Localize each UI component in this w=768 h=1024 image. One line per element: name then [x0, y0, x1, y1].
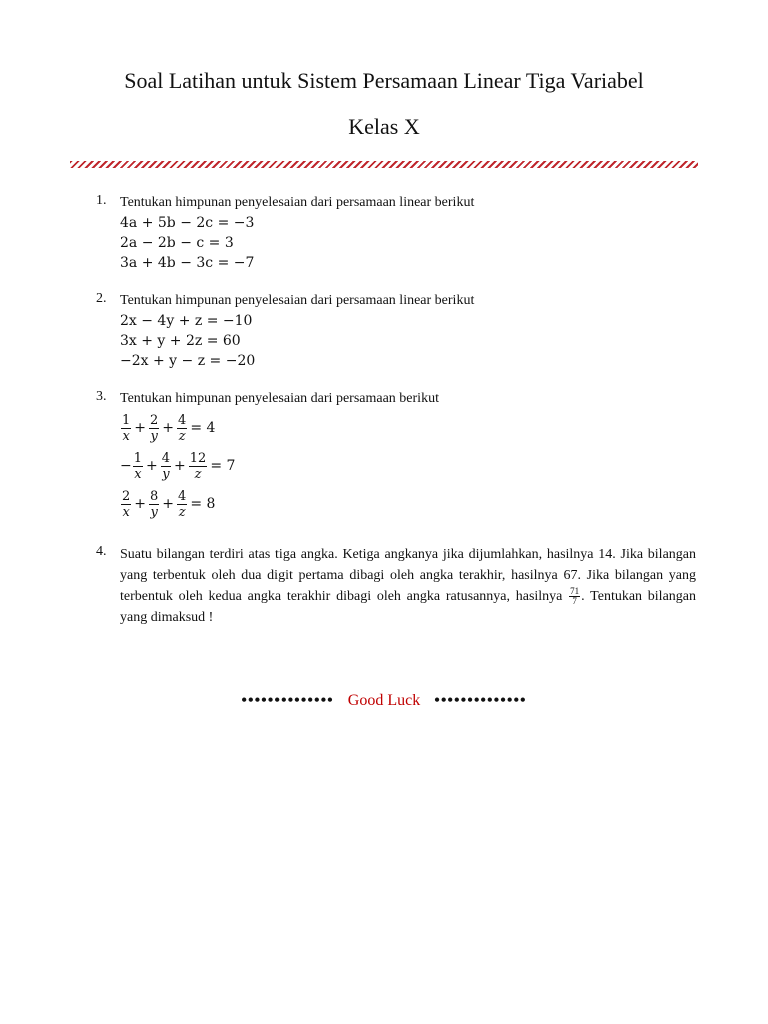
fraction-equation: − $\frac{1}{x}$ + $\frac{4}{y}$ + $\frac{12}{z}$ = 7	[120, 450, 236, 482]
page-title: Soal Latihan untuk Sistem Persamaan Linear Tiga Variabel	[124, 68, 644, 93]
equation: 3x + y + 2z = 60	[120, 333, 241, 349]
equation: 2a − 2b − c = 3	[120, 235, 234, 251]
problem-prompt: Tentukan himpunan penyelesaian dari persamaan berikut	[120, 391, 439, 406]
equation: −2x + y − z = −20	[120, 353, 256, 369]
equation: 4a + 5b − 2c = −3	[120, 215, 255, 231]
equation: 2x − 4y + z = −10	[120, 313, 253, 329]
good-luck-footer	[0, 692, 768, 710]
fraction-equation: $\frac{1}{x}$ + $\frac{2}{y}$ + $\frac{4}{z}$ = 4	[122, 412, 216, 444]
problem-prompt: Tentukan himpunan penyelesaian dari persamaan linear berikut	[120, 195, 475, 210]
problem-number: 3.	[96, 389, 107, 404]
word-problem-text: Suatu bilangan terdiri atas tiga angka. Ketiga angkanya jika dijumlahkan, hasilnya 14. Jika bilangan yang terbentuk oleh dua digit pertama dibagi oleh angka terakhir, hasilnya 67. Jika bilangan yang terbentuk oleh kedua angka terakhir dibagi oleh angka ratusannya, hasilnya $\frac{71}{7}$ . Tentukan bilangan yang dimaksud !	[120, 547, 696, 625]
inline-fraction: $\frac{71}{7}$	[570, 586, 580, 607]
dot-leader-left: ••••••••••••••	[241, 692, 334, 709]
equation: 3a + 4b − 3c = −7	[120, 255, 255, 271]
decorative-divider	[70, 161, 698, 168]
problem-number: 2.	[96, 291, 107, 306]
good-luck-label: Good Luck	[347, 692, 421, 709]
dot-leader-right: ••••••••••••••	[434, 692, 527, 709]
problem-prompt: Tentukan himpunan penyelesaian dari persamaan linear berikut	[120, 293, 475, 308]
problem-number: 4.	[96, 544, 107, 559]
fraction-equation: $\frac{2}{x}$ + $\frac{8}{y}$ + $\frac{4}{z}$ = 8	[122, 488, 216, 520]
problem-number: 1.	[96, 193, 107, 208]
page-subtitle: Kelas X	[348, 114, 420, 139]
